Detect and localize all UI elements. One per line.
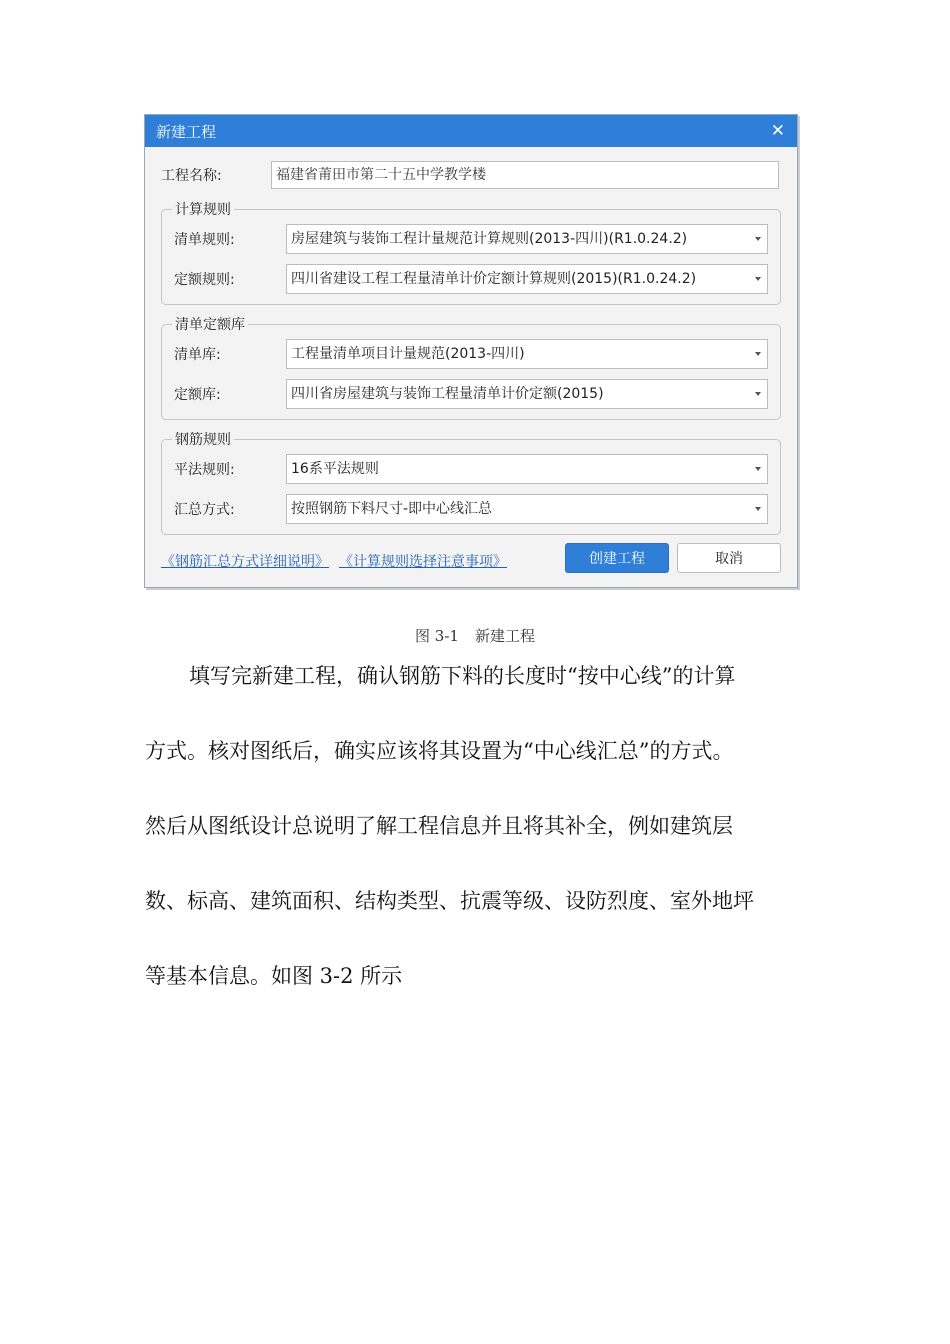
- chevron-down-icon[interactable]: [755, 277, 761, 281]
- dialog-title: 新建工程: [156, 122, 217, 141]
- create-project-button[interactable]: 创建工程: [565, 543, 669, 573]
- bill-rule-label: 清单规则:: [174, 232, 235, 248]
- bill-rule-value: 房屋建筑与装饰工程计量规范计算规则(2013-四川)(R1.0.24.2): [291, 231, 688, 247]
- rebar-summary-help-link[interactable]: 《钢筋汇总方式详细说明》: [161, 554, 329, 570]
- quota-lib-select[interactable]: [286, 379, 768, 409]
- new-project-dialog: [144, 114, 798, 588]
- rebar-rules-group: [161, 432, 781, 535]
- summary-method-label: 汇总方式:: [174, 502, 235, 518]
- figure-title: 新建工程: [474, 627, 535, 645]
- flat-rule-label: 平法规则:: [174, 462, 235, 478]
- libraries-group-title: 清单定额库: [172, 314, 248, 334]
- calc-rules-group: [161, 202, 781, 305]
- bill-lib-value: 工程量清单项目计量规范(2013-四川): [291, 346, 525, 362]
- figure-caption: [0, 625, 950, 646]
- summary-method-select[interactable]: [286, 494, 768, 524]
- figure-number: 图 3-1: [415, 627, 459, 645]
- dialog-titlebar: [145, 115, 797, 147]
- chevron-down-icon[interactable]: [755, 507, 761, 511]
- libraries-group: [161, 317, 781, 420]
- bill-lib-label: 清单库:: [174, 347, 221, 363]
- calc-rules-group-title: 计算规则: [172, 199, 234, 219]
- calc-rule-notes-link[interactable]: 《计算规则选择注意事项》: [339, 554, 507, 570]
- bill-rule-select[interactable]: [286, 224, 768, 254]
- bill-lib-select[interactable]: [286, 339, 768, 369]
- quota-lib-value: 四川省房屋建筑与装饰工程量清单计价定额(2015): [291, 386, 604, 402]
- chevron-down-icon[interactable]: [755, 467, 761, 471]
- paragraph-line-3: 然后从图纸设计总说明了解工程信息并且将其补全，例如建筑层: [145, 814, 733, 838]
- quota-lib-label: 定额库:: [174, 387, 221, 403]
- paragraph-line-1: 填写完新建工程，确认钢筋下料的长度时“按中心线”的计算: [189, 664, 736, 688]
- flat-rule-select[interactable]: [286, 454, 768, 484]
- quota-rule-value: 四川省建设工程工程量清单计价定额计算规则(2015)(R1.0.24.2): [291, 271, 697, 287]
- project-name-label: 工程名称:: [161, 168, 222, 184]
- bill-rule-row: [174, 224, 768, 254]
- flat-rule-value: 16系平法规则: [291, 461, 379, 477]
- paragraph-line-5: 等基本信息。如图 3-2 所示: [145, 964, 403, 988]
- bill-lib-row: [174, 339, 768, 369]
- quota-rule-row: [174, 264, 768, 294]
- summary-method-row: [174, 494, 768, 524]
- cancel-button[interactable]: 取消: [677, 543, 781, 573]
- quota-rule-select[interactable]: [286, 264, 768, 294]
- chevron-down-icon[interactable]: [755, 237, 761, 241]
- project-name-input[interactable]: 福建省莆田市第二十五中学教学楼: [271, 161, 779, 189]
- help-links: [161, 551, 507, 571]
- chevron-down-icon[interactable]: [755, 352, 761, 356]
- flat-rule-row: [174, 454, 768, 484]
- chevron-down-icon[interactable]: [755, 392, 761, 396]
- rebar-rules-group-title: 钢筋规则: [172, 429, 234, 449]
- quota-rule-label: 定额规则:: [174, 272, 235, 288]
- paragraph-line-2: 方式。核对图纸后，确实应该将其设置为“中心线汇总”的方式。: [145, 739, 734, 763]
- paragraph-line-4: 数、标高、建筑面积、结构类型、抗震等级、设防烈度、室外地坪: [145, 889, 754, 913]
- quota-lib-row: [174, 379, 768, 409]
- summary-method-value: 按照钢筋下料尺寸-即中心线汇总: [291, 501, 493, 517]
- close-icon[interactable]: ✕: [770, 120, 785, 141]
- project-name-row: [161, 161, 779, 189]
